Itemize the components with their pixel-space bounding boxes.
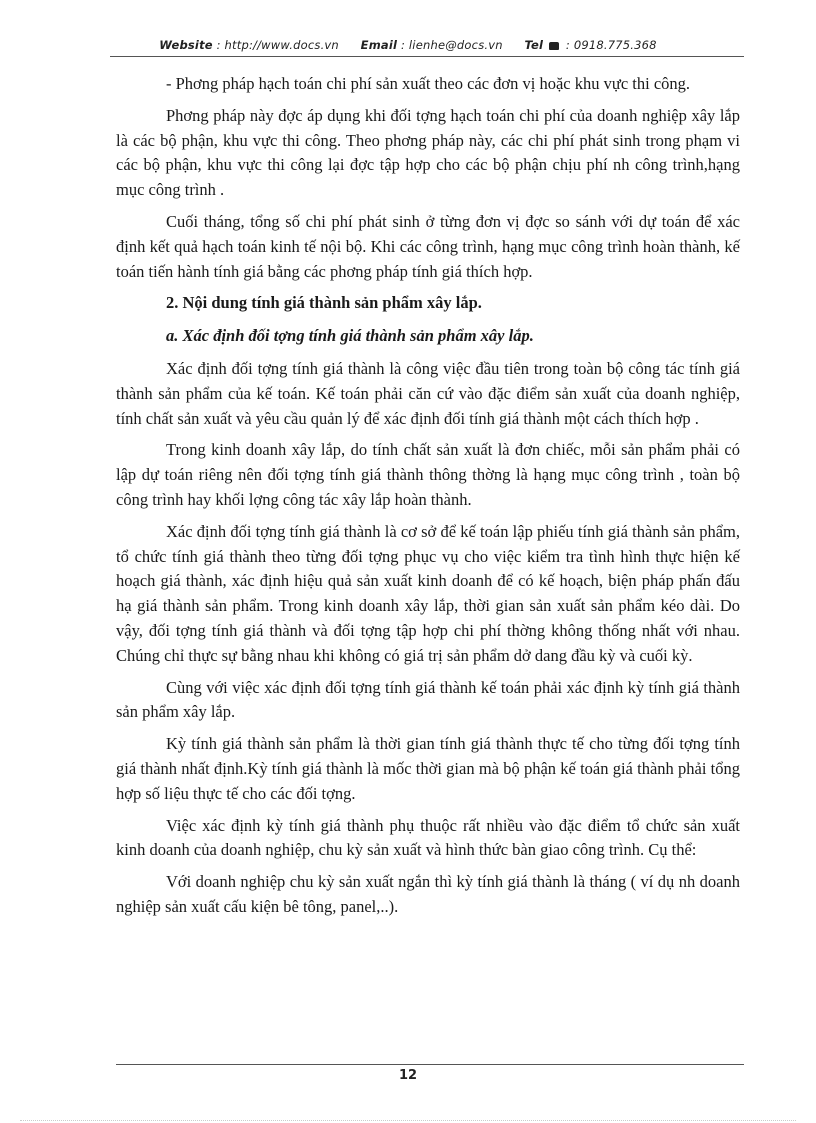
email-value: : lienhe@docs.vn <box>400 38 503 52</box>
paragraph-method-by-unit: - Phơng pháp hạch toán chi phí sản xuất theo các đơn vị hoặc khu vực thi công. <box>166 74 691 93</box>
header-divider <box>110 56 744 57</box>
page-edge <box>20 1120 796 1121</box>
paragraph-month-end: Cuối tháng, tổng số chi phí phát sinh ở từng đơn vị đợc so sánh với dự toán để xác định kết quả hạch toán kinh tế nội bộ. Khi các công trình, hạng mục công trình hoàn thành, kế toán tiến hành tính giá bằng các phơng pháp tính giá thích hợp. <box>116 211 740 281</box>
subsection-heading: a. Xác định đối tợng tính giá thành sản phẩm xây lắp. <box>166 326 534 346</box>
tel-label: Tel <box>524 38 544 52</box>
phone-icon <box>549 42 559 50</box>
paragraph-determine-object: Xác định đối tợng tính giá thành là công việc đầu tiên trong toàn bộ công tác tính giá thành sản phẩm của kế toán. Kế toán phải căn cứ vào đặc điểm sản xuất của doanh nghiệp, tính chất sản xuất và yêu cầu quản lý để xác định đối tính giá thành một cách thích hợp . <box>116 358 740 428</box>
paragraph-period-depends: Việc xác định kỳ tính giá thành phụ thuộc rất nhiều vào đặc điểm tổ chức sản xuất kinh doanh của doanh nghiệp, chu kỳ sản xuất và hình thức bàn giao công trình. Cụ thể: <box>116 815 740 860</box>
document-body <box>116 72 740 927</box>
paragraph-period-intro: Cùng với việc xác định đối tợng tính giá thành kế toán phải xác định kỳ tính giá thành sản phẩm xây lắp. <box>116 677 740 722</box>
page-header <box>0 38 816 52</box>
email-label: Email <box>360 38 398 52</box>
website-label: Website <box>159 38 213 52</box>
paragraph-basis: Xác định đối tợng tính giá thành là cơ sở để kế toán lập phiếu tính giá thành sản phẩm, tổ chức tính giá thành theo từng đối tợng phục vụ cho việc kiểm tra tình hình thực hiện kế hoạch giá thành, xác định hiệu quả sản xuất kinh doanh để có kế hoạch, biện pháp phấn đấu hạ giá thành sản phẩm. Trong kinh doanh xây lắp, thời gian sản xuất sản phẩm kéo dài. Do vậy, đối tợng tính giá thành và đối tợng tập hợp chi phí thờng không thống nhất với nhau. Chúng chỉ thực sự bằng nhau khi không có giá trị sản phẩm dở dang đầu kỳ và cuối kỳ. <box>116 521 740 665</box>
tel-value: : 0918.775.368 <box>565 38 657 52</box>
footer-divider <box>116 1064 744 1065</box>
paragraph-period-definition: Kỳ tính giá thành sản phẩm là thời gian tính giá thành thực tế cho từng đối tợng tính giá thành nhất định.Kỳ tính giá thành là mốc thời gian mà bộ phận kế toán giá thành phải tổng hợp số liệu thực tế cho các đối tợng. <box>116 734 740 803</box>
website-value: : http://www.docs.vn <box>216 38 339 52</box>
paragraph-method-applies: Phơng pháp này đợc áp dụng khi đối tợng hạch toán chi phí của doanh nghiệp xây lắp là các bộ phận, khu vực thi công. Theo phơng pháp này, các chi phí phát sinh trong phạm vi các bộ phận, khu vực thi công lại đợc tập hợp cho các bộ phận chịu phí nh công trình,hạng mục công trình . <box>116 105 740 200</box>
paragraph-construction-business: Trong kinh doanh xây lắp, do tính chất sản xuất là đơn chiếc, mỗi sản phẩm phải có lập dự toán riêng nên đối tợng tính giá thành thông thờng là hạng mục công trình , toàn bộ công trình hay khối lợng công tác xây lắp hoàn thành. <box>116 440 740 509</box>
paragraph-short-cycle: Với doanh nghiệp chu kỳ sản xuất ngắn thì kỳ tính giá thành là tháng ( ví dụ nh doanh nghiệp sản xuất cấu kiện bê tông, panel,..). <box>116 872 740 916</box>
page-number: 12 <box>398 1068 418 1083</box>
section-heading: 2. Nội dung tính giá thành sản phẩm xây lắp. <box>166 293 482 313</box>
